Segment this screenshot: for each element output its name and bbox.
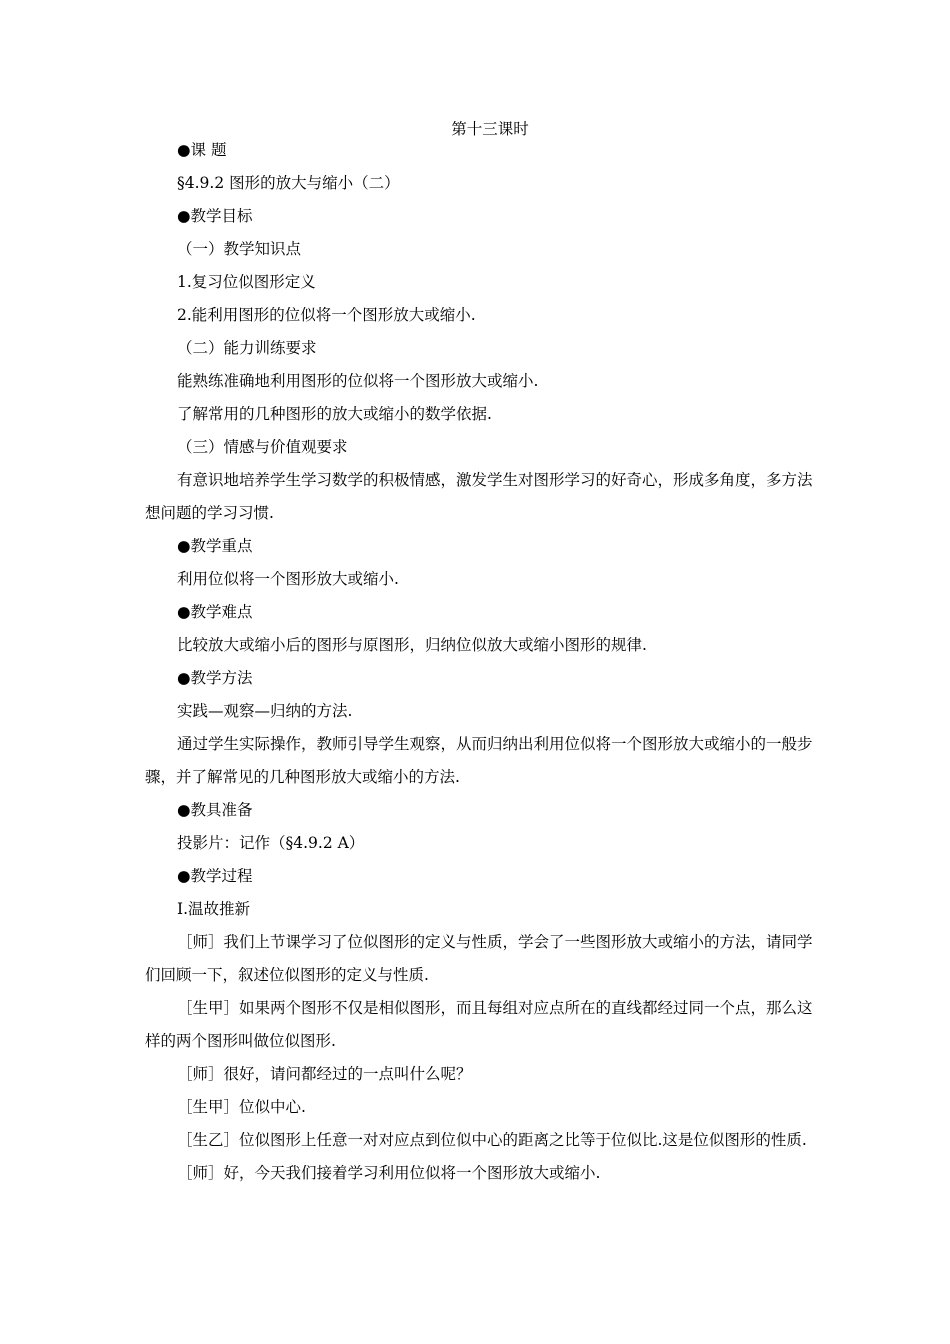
heading-key-point: ●教学重点 xyxy=(177,537,253,555)
paragraph: 通过学生实际操作，教师引导学生观察，从而归纳出利用位似将一个图形放大或缩小的一般步骤，并了解常见的几种图形放大或缩小的方法. xyxy=(145,735,813,786)
heading-topic: ●课 题 xyxy=(177,141,227,159)
paragraph: 了解常用的几种图形的放大或缩小的数学依据. xyxy=(177,405,492,423)
paragraph: 1.复习位似图形定义 xyxy=(177,273,316,291)
heading-materials: ●教具准备 xyxy=(177,801,253,819)
heading-objectives: ●教学目标 xyxy=(177,207,253,225)
paragraph: 利用位似将一个图形放大或缩小. xyxy=(177,570,399,588)
dialogue-line: ［师］我们上节课学习了位似图形的定义与性质，学会了一些图形放大或缩小的方法，请同学们回顾一下，叙述位似图形的定义与性质. xyxy=(145,933,813,984)
dialogue-line: ［生乙］位似图形上任意一对对应点到位似中心的距离之比等于位似比.这是位似图形的性质. xyxy=(177,1131,807,1149)
paragraph: 实践—观察—归纳的方法. xyxy=(177,702,353,720)
paragraph: 能熟练准确地利用图形的位似将一个图形放大或缩小. xyxy=(177,372,539,390)
lesson-title: §4.9.2 图形的放大与缩小（二） xyxy=(177,174,400,192)
paragraph: 投影片：记作（§4.9.2 A） xyxy=(177,834,365,852)
dialogue-line: ［生甲］如果两个图形不仅是相似图形，而且每组对应点所在的直线都经过同一个点，那么这样的两个图形叫做位似图形. xyxy=(145,999,813,1050)
subheading-knowledge: （一）教学知识点 xyxy=(177,240,302,258)
page-title: 第十三课时 xyxy=(451,120,529,138)
paragraph: 2.能利用图形的位似将一个图形放大或缩小. xyxy=(177,306,476,324)
paragraph: 有意识地培养学生学习数学的积极情感，激发学生对图形学习的好奇心，形成多角度，多方法想问题的学习习惯. xyxy=(145,471,813,522)
dialogue-line: ［生甲］位似中心. xyxy=(177,1098,306,1116)
heading-method: ●教学方法 xyxy=(177,669,253,687)
heading-difficulty: ●教学难点 xyxy=(177,603,253,621)
paragraph: 比较放大或缩小后的图形与原图形，归纳位似放大或缩小图形的规律. xyxy=(177,636,647,654)
subheading-emotion: （三）情感与价值观要求 xyxy=(177,438,348,456)
dialogue-line: ［师］好，今天我们接着学习利用位似将一个图形放大或缩小. xyxy=(177,1164,601,1182)
subheading-ability: （二）能力训练要求 xyxy=(177,339,317,357)
dialogue-line: ［师］很好，请问都经过的一点叫什么呢？ xyxy=(177,1065,472,1083)
document-body xyxy=(145,134,820,1190)
heading-process: ●教学过程 xyxy=(177,867,253,885)
section-heading: Ⅰ.温故推新 xyxy=(177,900,251,918)
